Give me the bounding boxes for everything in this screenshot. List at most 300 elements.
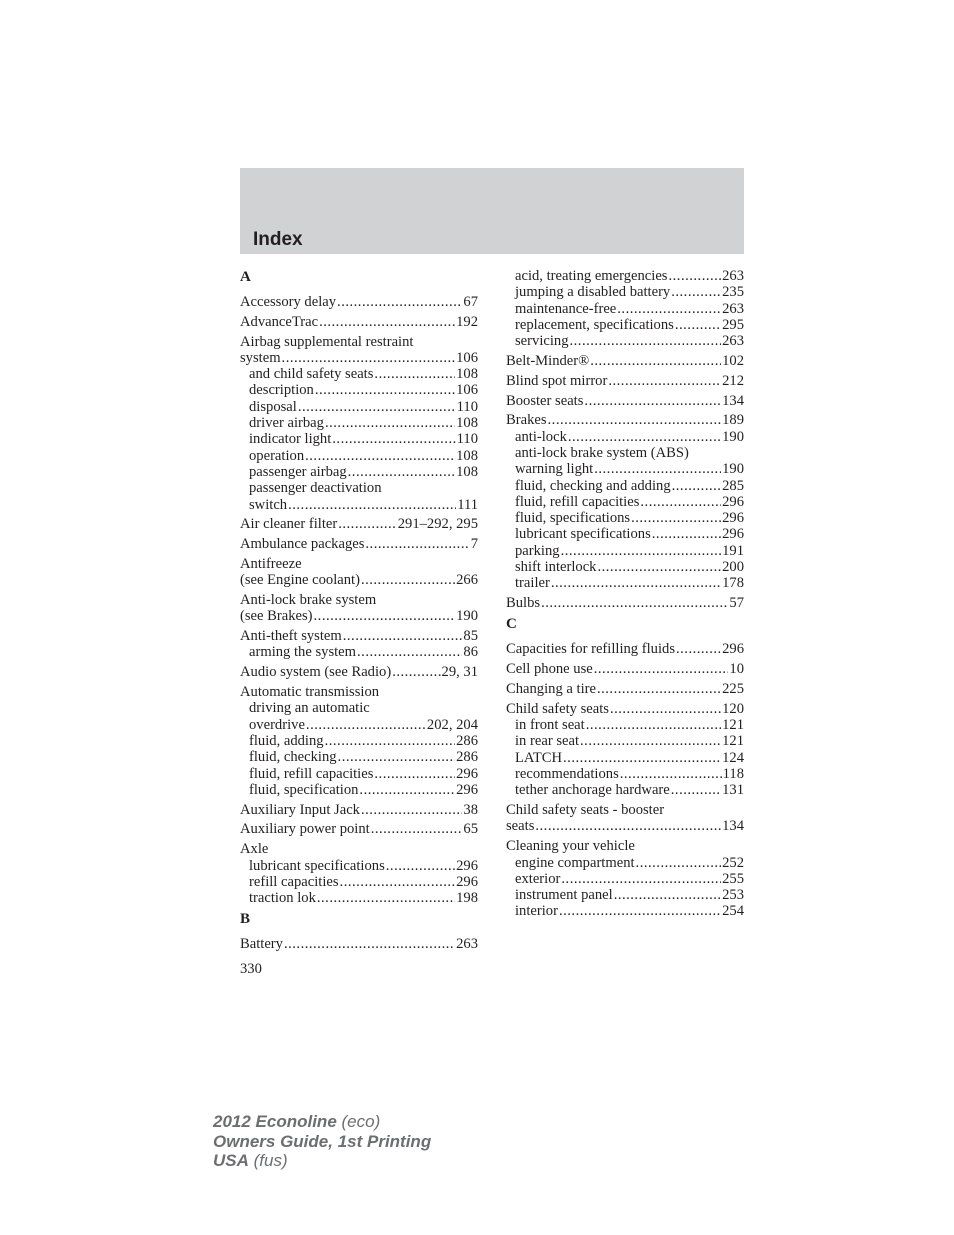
page-reference: 108	[456, 463, 478, 480]
dot-leader	[671, 782, 721, 798]
dot-leader	[332, 431, 455, 447]
index-term: Auxiliary Input Jack	[240, 801, 360, 818]
page-reference: 85	[463, 628, 478, 645]
page-reference: 120	[722, 700, 744, 717]
index-term: instrument panel	[515, 887, 613, 904]
dot-leader	[306, 717, 426, 733]
index-subentry	[506, 733, 744, 749]
index-entry	[240, 841, 478, 906]
dot-leader	[568, 429, 721, 445]
page-reference: 7	[470, 536, 478, 553]
index-entry-line	[240, 314, 478, 330]
page-reference: 190	[722, 428, 744, 445]
dot-leader	[298, 399, 456, 415]
index-term: fluid, specification	[249, 781, 359, 798]
index-term: Cleaning your vehicle	[506, 838, 635, 855]
index-term: Auxiliary power point	[240, 821, 370, 838]
page-reference: 192	[456, 313, 478, 330]
index-subentry	[240, 382, 478, 398]
index-subentry	[506, 526, 744, 542]
index-column-right	[506, 268, 744, 923]
index-subentry	[506, 766, 744, 782]
index-term: engine compartment	[515, 854, 635, 871]
dot-leader	[551, 575, 721, 591]
page-reference: 263	[722, 300, 744, 317]
page-reference: 110	[456, 431, 478, 448]
index-entry-line	[506, 818, 744, 834]
index-subentry	[240, 858, 478, 874]
index-entry	[506, 701, 744, 799]
dot-leader	[675, 317, 721, 333]
index-subentry	[240, 415, 478, 431]
index-term: traction lok	[249, 890, 316, 907]
index-term: seats	[506, 818, 535, 835]
index-entry	[240, 334, 478, 513]
page-reference: 86	[463, 644, 478, 661]
index-entry-line	[240, 841, 478, 857]
index-subentry	[506, 903, 744, 919]
page-reference: 121	[722, 733, 744, 750]
index-subentry	[240, 366, 478, 382]
index-term: exterior	[515, 870, 561, 887]
page-reference: 65	[463, 821, 478, 838]
dot-leader	[640, 494, 721, 510]
index-term: warning light	[515, 461, 594, 478]
index-term: Airbag supplemental restraint	[240, 333, 414, 350]
page-reference: 254	[722, 903, 744, 920]
index-term: recommendations	[515, 766, 619, 783]
index-term: passenger airbag	[249, 463, 347, 480]
index-term: driver airbag	[249, 415, 324, 432]
page-reference: 106	[456, 349, 478, 366]
index-entry-line	[506, 802, 744, 818]
dot-leader	[357, 644, 462, 660]
index-entry	[240, 821, 478, 837]
section-letter-c: C	[506, 616, 517, 633]
index-entry	[240, 314, 478, 330]
dot-leader	[338, 749, 456, 765]
index-entry-line	[240, 936, 478, 952]
dot-leader	[386, 858, 455, 874]
page-reference: 29, 31	[441, 664, 478, 681]
index-term: passenger deactivation	[249, 480, 382, 497]
index-subentry	[240, 749, 478, 765]
footer-line-2	[213, 1132, 431, 1152]
index-subentry	[240, 733, 478, 749]
index-subentry	[506, 445, 744, 461]
index-term: interior	[515, 903, 558, 920]
page-reference: 190	[456, 608, 478, 625]
dot-leader	[305, 448, 455, 464]
index-subentry	[506, 510, 744, 526]
page-reference: 235	[722, 284, 744, 301]
index-term: Anti-theft system	[240, 628, 342, 645]
dot-leader	[359, 782, 455, 798]
index-term: acid, treating emergencies	[515, 268, 668, 284]
index-entry-line	[240, 536, 478, 552]
index-term: AdvanceTrac	[240, 313, 319, 330]
index-subentry	[506, 478, 744, 494]
index-entry-line	[240, 572, 478, 588]
index-entry	[506, 353, 744, 369]
index-term: anti-lock	[515, 428, 567, 445]
index-term: fluid, refill capacities	[249, 765, 374, 782]
dot-leader	[580, 733, 721, 749]
index-term: Ambulance packages	[240, 536, 365, 553]
page-reference: 263	[722, 268, 744, 284]
index-subentry	[240, 890, 478, 906]
index-entry-line	[240, 592, 478, 608]
index-subentry	[506, 429, 744, 445]
index-term: LATCH	[515, 749, 563, 766]
page-reference: 296	[456, 781, 478, 798]
page-reference: 108	[456, 366, 478, 383]
dot-leader	[374, 366, 455, 382]
page-reference: 266	[456, 572, 478, 589]
index-term: indicator light	[249, 431, 332, 448]
index-term: fluid, checking and adding	[515, 477, 671, 494]
index-term: Booster seats	[506, 392, 584, 409]
dot-leader	[672, 478, 721, 494]
index-entry-line	[506, 353, 744, 369]
index-term: Battery	[240, 936, 283, 953]
dot-leader	[282, 350, 456, 366]
dot-leader	[561, 871, 721, 887]
index-term: driving an automatic	[249, 700, 370, 717]
dot-leader	[317, 890, 455, 906]
index-subentry	[506, 333, 744, 349]
page-reference: 134	[722, 392, 744, 409]
index-entry	[506, 373, 744, 389]
dot-leader	[325, 415, 455, 431]
page-reference: 296	[456, 765, 478, 782]
dot-leader	[288, 497, 456, 513]
index-entry-line	[506, 373, 744, 389]
index-term: shift interlock	[515, 559, 597, 576]
dot-leader	[343, 628, 463, 644]
index-entry-line	[240, 664, 478, 680]
index-term: Belt-Minder®	[506, 352, 590, 369]
index-term: Bulbs	[506, 595, 541, 612]
index-term: refill capacities	[249, 873, 339, 890]
index-term: fluid, specifications	[515, 510, 631, 527]
index-term: tether anchorage hardware	[515, 782, 670, 799]
index-subentry	[240, 399, 478, 415]
index-term: jumping a disabled battery	[515, 284, 671, 301]
page-reference: 191	[722, 542, 744, 559]
index-entry-line	[240, 556, 478, 572]
index-subentry	[506, 268, 744, 284]
index-term: Blind spot mirror	[506, 372, 608, 389]
dot-leader	[315, 382, 455, 398]
dot-leader	[361, 572, 455, 588]
page-reference: 286	[456, 749, 478, 766]
dot-leader	[610, 701, 721, 717]
index-term: lubricant specifications	[515, 526, 651, 543]
index-entry-line	[240, 802, 478, 818]
index-entry	[506, 641, 744, 657]
index-term: in rear seat	[515, 733, 580, 750]
index-subentry	[506, 317, 744, 333]
dot-leader	[548, 412, 722, 428]
dot-leader	[597, 559, 721, 575]
index-entry	[240, 516, 478, 532]
page-reference: 102	[722, 352, 744, 369]
page-reference: 296	[456, 857, 478, 874]
index-entry	[240, 592, 478, 625]
page-reference: 118	[722, 766, 744, 783]
index-entry-line	[506, 681, 744, 697]
index-term: anti-lock brake system (ABS)	[515, 444, 689, 461]
page-reference: 38	[463, 801, 478, 818]
index-term: servicing	[515, 333, 569, 350]
dot-leader	[374, 766, 455, 782]
index-term: and child safety seats	[249, 366, 374, 383]
page-reference: 57	[729, 595, 744, 612]
dot-leader	[617, 301, 721, 317]
dot-leader	[371, 821, 463, 837]
dot-leader	[597, 681, 721, 697]
dot-leader	[563, 750, 721, 766]
index-term: Capacities for refilling fluids	[506, 641, 675, 658]
index-term: switch	[249, 496, 288, 513]
index-subentry	[506, 887, 744, 903]
dot-leader	[590, 353, 721, 369]
index-term: Child safety seats	[506, 700, 609, 717]
index-term: overdrive	[249, 716, 305, 733]
index-term: operation	[249, 447, 305, 464]
page-reference: 263	[722, 333, 744, 350]
page-reference: 296	[456, 873, 478, 890]
dot-leader	[337, 294, 462, 310]
index-term: maintenance-free	[515, 300, 617, 317]
page-reference: 286	[456, 732, 478, 749]
footer	[213, 1112, 431, 1171]
index-entry	[240, 294, 478, 310]
index-entry	[506, 802, 744, 835]
page-reference: 106	[456, 382, 478, 399]
page-reference: 285	[722, 477, 744, 494]
index-term: fluid, refill capacities	[515, 493, 640, 510]
index-term: Audio system (see Radio)	[240, 664, 392, 681]
page-reference: 10	[729, 661, 744, 678]
index-entry	[240, 556, 478, 589]
index-term: Cell phone use	[506, 661, 593, 678]
index-subentry	[506, 717, 744, 733]
page-reference: 198	[456, 890, 478, 907]
index-term: Automatic transmission	[240, 684, 380, 701]
footer-market-code: (fus)	[253, 1151, 288, 1170]
index-term: (see Brakes)	[240, 608, 313, 625]
index-subentry	[506, 750, 744, 766]
index-entry	[506, 393, 744, 409]
index-term: Accessory delay	[240, 294, 337, 310]
index-entry-line	[240, 684, 478, 700]
page-reference: 296	[722, 493, 744, 510]
index-term: (see Engine coolant)	[240, 572, 360, 589]
page-reference: 111	[457, 496, 478, 513]
page-reference: 291–292, 295	[397, 516, 478, 533]
dot-leader	[392, 664, 440, 680]
page-reference: 189	[722, 412, 744, 429]
index-subentry	[240, 448, 478, 464]
page-title: Index	[253, 229, 303, 250]
index-entry	[240, 684, 478, 798]
index-subentry	[506, 855, 744, 871]
index-subentry	[240, 480, 478, 496]
index-entry	[506, 412, 744, 591]
index-entry-line	[240, 516, 478, 532]
page-reference: 295	[722, 316, 744, 333]
page-reference: 212	[722, 372, 744, 389]
index-subentry	[506, 543, 744, 559]
page-reference: 124	[722, 749, 744, 766]
index-entry	[506, 681, 744, 697]
dot-leader	[535, 818, 721, 834]
index-term: Axle	[240, 841, 269, 858]
index-subentry	[506, 575, 744, 591]
index-entry	[240, 802, 478, 818]
dot-leader	[340, 874, 456, 890]
dot-leader	[652, 526, 721, 542]
footer-printing: Owners Guide, 1st Printing	[213, 1131, 432, 1151]
index-term: fluid, checking	[249, 749, 337, 766]
index-term: disposal	[249, 398, 297, 415]
index-subentry	[240, 431, 478, 447]
dot-leader	[636, 855, 722, 871]
page-reference: 190	[722, 461, 744, 478]
index-entry	[240, 628, 478, 661]
page-reference: 108	[456, 447, 478, 464]
page-reference: 296	[722, 510, 744, 527]
index-subentry	[506, 782, 744, 798]
index-term: Changing a tire	[506, 681, 596, 698]
index-entry	[240, 936, 478, 952]
index-subentry	[240, 497, 478, 513]
dot-leader	[594, 661, 729, 677]
index-term: Air cleaner filter	[240, 516, 338, 533]
index-subentry	[240, 644, 478, 660]
index-term: description	[249, 382, 314, 399]
index-entry-line	[240, 608, 478, 624]
index-subentry	[506, 494, 744, 510]
index-entry	[506, 838, 744, 919]
header-band	[240, 168, 744, 254]
index-entry-line	[240, 294, 478, 310]
footer-model: 2012 Econoline	[213, 1112, 337, 1131]
page-reference: 225	[722, 681, 744, 698]
page-reference: 200	[722, 559, 744, 576]
index-entry	[506, 661, 744, 677]
index-term: replacement, specifications	[515, 316, 674, 333]
page-reference: 255	[722, 870, 744, 887]
dot-leader	[365, 536, 469, 552]
index-subentry	[506, 871, 744, 887]
page-reference: 296	[722, 526, 744, 543]
dot-leader	[284, 936, 455, 952]
index-subentry	[240, 717, 478, 733]
index-entry-line	[506, 661, 744, 677]
page-reference: 296	[722, 641, 744, 658]
dot-leader	[570, 333, 722, 349]
index-entry	[506, 595, 744, 611]
index-term: trailer	[515, 575, 550, 592]
index-entry-line	[506, 641, 744, 657]
index-entry-line	[506, 838, 744, 854]
page-reference: 263	[456, 936, 478, 953]
index-subentry	[240, 464, 478, 480]
dot-leader	[620, 766, 722, 782]
index-term: in front seat	[515, 717, 585, 734]
index-entry-line	[240, 334, 478, 350]
index-subentry	[240, 700, 478, 716]
index-entry-line	[506, 595, 744, 611]
index-entry-line	[506, 393, 744, 409]
page-number: 330	[240, 961, 262, 977]
index-term: Child safety seats - booster	[506, 802, 665, 819]
index-subentry	[506, 301, 744, 317]
index-column-left	[240, 268, 478, 956]
index-term: Brakes	[506, 412, 547, 429]
footer-market: USA	[213, 1151, 249, 1170]
index-subentry	[240, 782, 478, 798]
index-subentry	[506, 461, 744, 477]
index-term: lubricant specifications	[249, 857, 385, 874]
page-reference: 108	[456, 415, 478, 432]
dot-leader	[348, 464, 455, 480]
dot-leader	[608, 373, 721, 389]
section-letter-b: B	[240, 911, 251, 928]
index-entry	[506, 268, 744, 349]
dot-leader	[541, 595, 728, 611]
dot-leader	[631, 510, 721, 526]
index-term: fluid, adding	[249, 732, 324, 749]
dot-leader	[319, 314, 455, 330]
dot-leader	[614, 887, 721, 903]
index-term: system	[240, 349, 281, 366]
index-term: Antifreeze	[240, 555, 302, 572]
footer-model-code: (eco)	[341, 1112, 381, 1131]
page-reference: 67	[463, 294, 478, 310]
dot-leader	[584, 393, 721, 409]
dot-leader	[325, 733, 456, 749]
page-reference: 110	[456, 398, 478, 415]
index-entry-line	[506, 412, 744, 428]
index-subentry	[506, 284, 744, 300]
dot-leader	[586, 717, 721, 733]
section-letter-a: A	[240, 269, 251, 285]
index-term: arming the system	[249, 644, 357, 661]
dot-leader	[338, 516, 397, 532]
dot-leader	[671, 284, 721, 300]
index-entry-line	[506, 701, 744, 717]
footer-line-1	[213, 1112, 431, 1132]
index-subentry	[240, 874, 478, 890]
page-reference: 253	[722, 887, 744, 904]
dot-leader	[676, 641, 721, 657]
index-subentry	[506, 559, 744, 575]
page-reference: 202, 204	[426, 716, 478, 733]
footer-line-3	[213, 1151, 431, 1171]
page-reference: 178	[722, 575, 744, 592]
index-entry	[240, 536, 478, 552]
index-entry-line	[240, 821, 478, 837]
page-reference: 131	[722, 782, 744, 799]
index-entry-line	[240, 628, 478, 644]
index-term: Anti-lock brake system	[240, 592, 377, 609]
dot-leader	[361, 802, 462, 818]
dot-leader	[561, 543, 722, 559]
